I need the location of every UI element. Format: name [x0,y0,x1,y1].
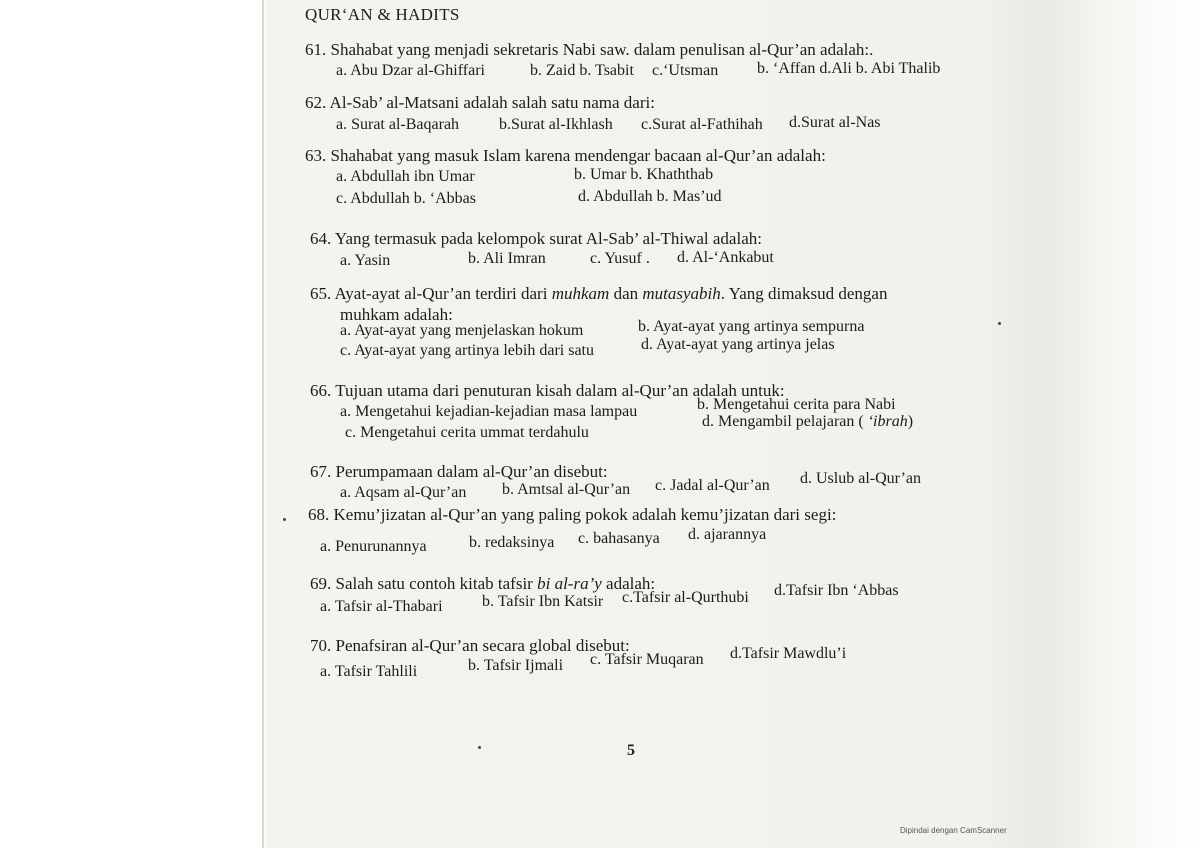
question-stem-continuation: muhkam adalah: [340,305,453,324]
option-b: b.Surat al-Ikhlash [499,116,613,133]
question-stem: 68. Kemu’jizatan al-Qur’an yang paling pokok adalah kemu’jizatan dari segi: [308,505,837,524]
option-b: b. Zaid b. Tsabit [530,62,634,79]
option-c: c. Abdullah b. ‘Abbas [336,190,476,207]
option-a: a. Tafsir Tahlili [320,663,418,680]
option-d: d.Surat al-Nas [789,114,881,131]
option-d: d.Tafsir Ibn ‘Abbas [774,582,899,599]
option-b: b. Mengetahui cerita para Nabi [697,396,896,413]
scan-speck [283,518,286,521]
question-stem: 63. Shahabat yang masuk Islam karena mendengar bacaan al-Qur’an adalah: [305,146,826,165]
option-d: d. Ayat-ayat yang artinya jelas [641,336,835,353]
question-stem: 67. Perumpamaan dalam al-Qur’an disebut: [310,462,608,481]
scan-speck [478,746,481,749]
option-a: a. Yasin [340,252,391,269]
question-stem: 70. Penafsiran al-Qur’an secara global disebut: [310,636,630,655]
term-ibrah: ‘ibrah [867,413,908,430]
option-a: a. Penurunannya [320,538,427,555]
option-d: d. ajarannya [688,526,767,543]
scan-speck [998,322,1001,325]
option-c: c. bahasanya [578,530,660,547]
option-b: b. Umar b. Khaththab [574,166,714,183]
option-c: c.Surat al-Fathihah [641,116,763,133]
option-b: b. redaksinya [469,534,555,551]
option-b: b. Amtsal al-Qur’an [502,481,631,498]
option-c: c. Tafsir Muqaran [590,651,704,668]
page-header: QUR‘AN & HADITS [305,5,460,24]
option-c: c.‘Utsman [652,62,719,79]
question-stem: 66. Tujuan utama dari penuturan kisah dalam al-Qur’an adalah untuk: [310,381,785,400]
term-mutasyabih: mutasyabih [642,284,721,303]
option-b: b. Tafsir Ibn Katsir [482,593,604,610]
option-c: c. Ayat-ayat yang artinya lebih dari satu [340,342,594,359]
option-a: a. Tafsir al-Thabari [320,598,443,615]
option-b: b. Tafsir Ijmali [468,657,564,674]
option-d: d. Uslub al-Qur’an [800,470,922,487]
question-stem: 61. Shahabat yang menjadi sekretaris Nabi saw. dalam penulisan al-Qur’an adalah:. [305,40,874,59]
scanner-watermark: Dipindai dengan CamScanner [900,826,1007,835]
option-d: d.Tafsir Mawdlu’i [730,645,847,662]
term-muhkam: muhkam [551,284,610,303]
option-d: b. ‘Affan d.Ali b. Abi Thalib [757,60,941,77]
question-stem: 62. Al-Sab’ al-Matsani adalah salah satu nama dari: [305,93,655,112]
paper-edge [262,0,264,848]
option-d: d. Al-‘Ankabut [677,249,774,266]
option-a: a. Mengetahui kejadian-kejadian masa lampau [340,403,638,420]
option-a: a. Abu Dzar al-Ghiffari [336,62,485,79]
option-b: b. Ayat-ayat yang artinya sempurna [638,318,865,335]
option-c: c. Yusuf . [590,250,650,267]
option-a: a. Surat al-Baqarah [336,116,460,133]
question-stem: 65. Ayat-ayat al-Qur’an terdiri dari muhkam dan mutasyabih. Yang dimaksud dengan [310,284,888,303]
option-d: d. Mengambil pelajaran ( ‘ibrah) [702,413,914,430]
option-a: a. Ayat-ayat yang menjelaskan hokum [340,322,584,339]
option-b: b. Ali Imran [468,250,546,267]
term-bi-al-ray: bi al-ra’y [537,574,602,593]
option-a: a. Aqsam al-Qur’an [340,484,467,501]
option-d: d. Abdullah b. Mas’ud [578,188,722,205]
option-c: c.Tafsir al-Qurthubi [622,589,749,606]
question-stem: 69. Salah satu contoh kitab tafsir bi al-ra’y adalah: [310,574,656,593]
option-c: c. Jadal al-Qur’an [655,477,770,494]
option-a: a. Abdullah ibn Umar [336,168,475,185]
option-c: c. Mengetahui cerita ummat terdahulu [345,424,589,441]
page-number: 5 [627,742,635,759]
question-stem: 64. Yang termasuk pada kelompok surat Al-Sab’ al-Thiwal adalah: [310,229,762,248]
